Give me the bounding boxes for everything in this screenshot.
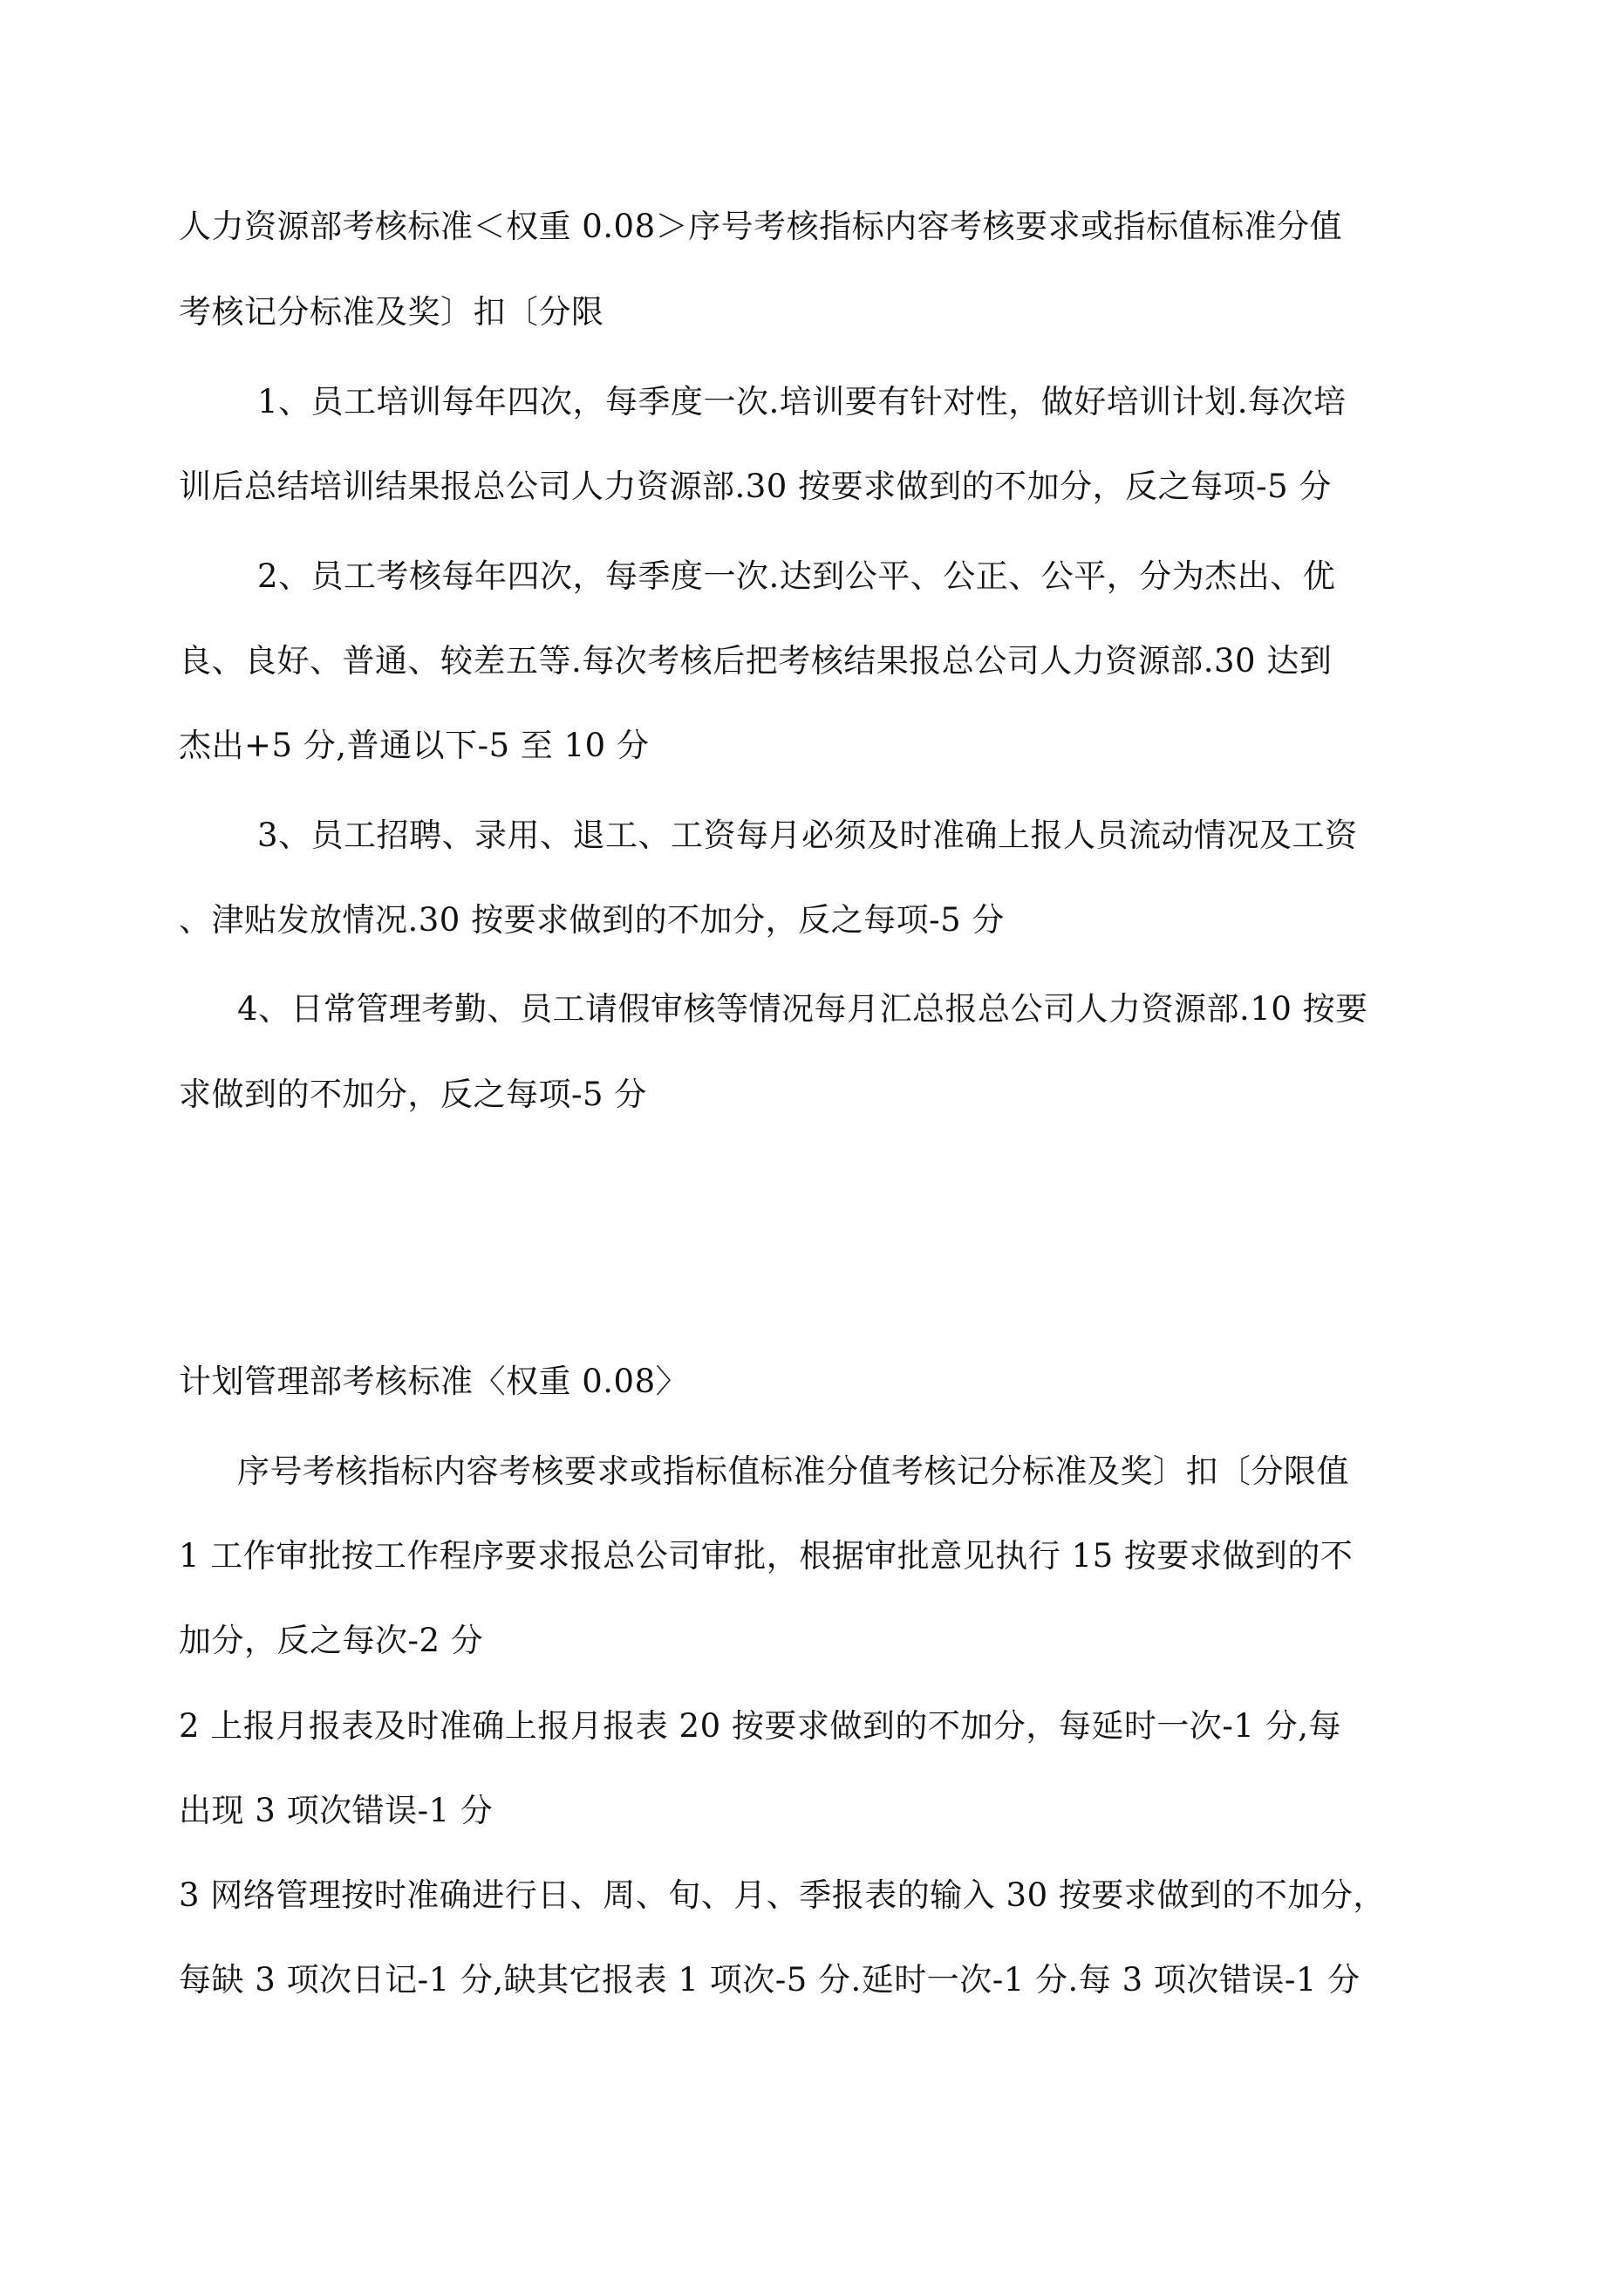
hr-item-4-line-2: 求做到的不加分，反之每项-5 分 [179, 1076, 647, 1113]
plan-item-1-line-1: 1 工作审批按工作程序要求报总公司审批，根据审批意见执行 15 按要求做到的不 [179, 1537, 1354, 1575]
hr-item-2-line-2: 良、良好、普通、较差五等.每次考核后把考核结果报总公司人力资源部.30 达到 [179, 642, 1333, 680]
hr-item-3-line-2: 、津贴发放情况.30 按要求做到的不加分，反之每项-5 分 [179, 901, 1005, 939]
hr-item-3-line-1: 3、员工招聘、录用、退工、工资每月必须及时准确上报人员流动情况及工资 [257, 817, 1358, 854]
hr-title-line-1: 人力资源部考核标准＜权重 0.08＞序号考核指标内容考核要求或指标值标准分值 [179, 208, 1343, 245]
hr-item-2-line-1: 2、员工考核每年四次，每季度一次.达到公平、公正、公平，分为杰出、优 [257, 557, 1336, 595]
hr-title-line-2: 考核记分标准及奖〕扣〔分限 [179, 293, 604, 331]
hr-item-1-line-2: 训后总结培训结果报总公司人力资源部.30 按要求做到的不加分，反之每项-5 分 [179, 468, 1332, 505]
plan-item-1-line-2: 加分，反之每次-2 分 [179, 1622, 484, 1659]
hr-item-2-line-3: 杰出+5 分,普通以下-5 至 10 分 [179, 727, 650, 764]
hr-item-4-line-1: 4、日常管理考勤、员工请假审核等情况每月汇总报总公司人力资源部.10 按要 [237, 990, 1368, 1028]
hr-item-1-line-1: 1、员工培训每年四次，每季度一次.培训要有针对性，做好培训计划.每次培 [257, 383, 1347, 420]
plan-header-line: 序号考核指标内容考核要求或指标值标准分值考核记分标准及奖〕扣〔分限值 [237, 1452, 1349, 1490]
plan-item-2-line-1: 2 上报月报表及时准确上报月报表 20 按要求做到的不加分，每延时一次-1 分,每 [179, 1707, 1341, 1745]
plan-item-2-line-2: 出现 3 项次错误-1 分 [179, 1792, 494, 1829]
plan-title: 计划管理部考核标准〈权重 0.08〉 [179, 1363, 689, 1400]
plan-item-3-line-2: 每缺 3 项次日记-1 分,缺其它报表 1 项次-5 分.延时一次-1 分.每 3 项次错误-1 分 [179, 1961, 1360, 1999]
plan-item-3-line-1: 3 网络管理按时准确进行日、周、旬、月、季报表的输入 30 按要求做到的不加分， [179, 1876, 1386, 1914]
